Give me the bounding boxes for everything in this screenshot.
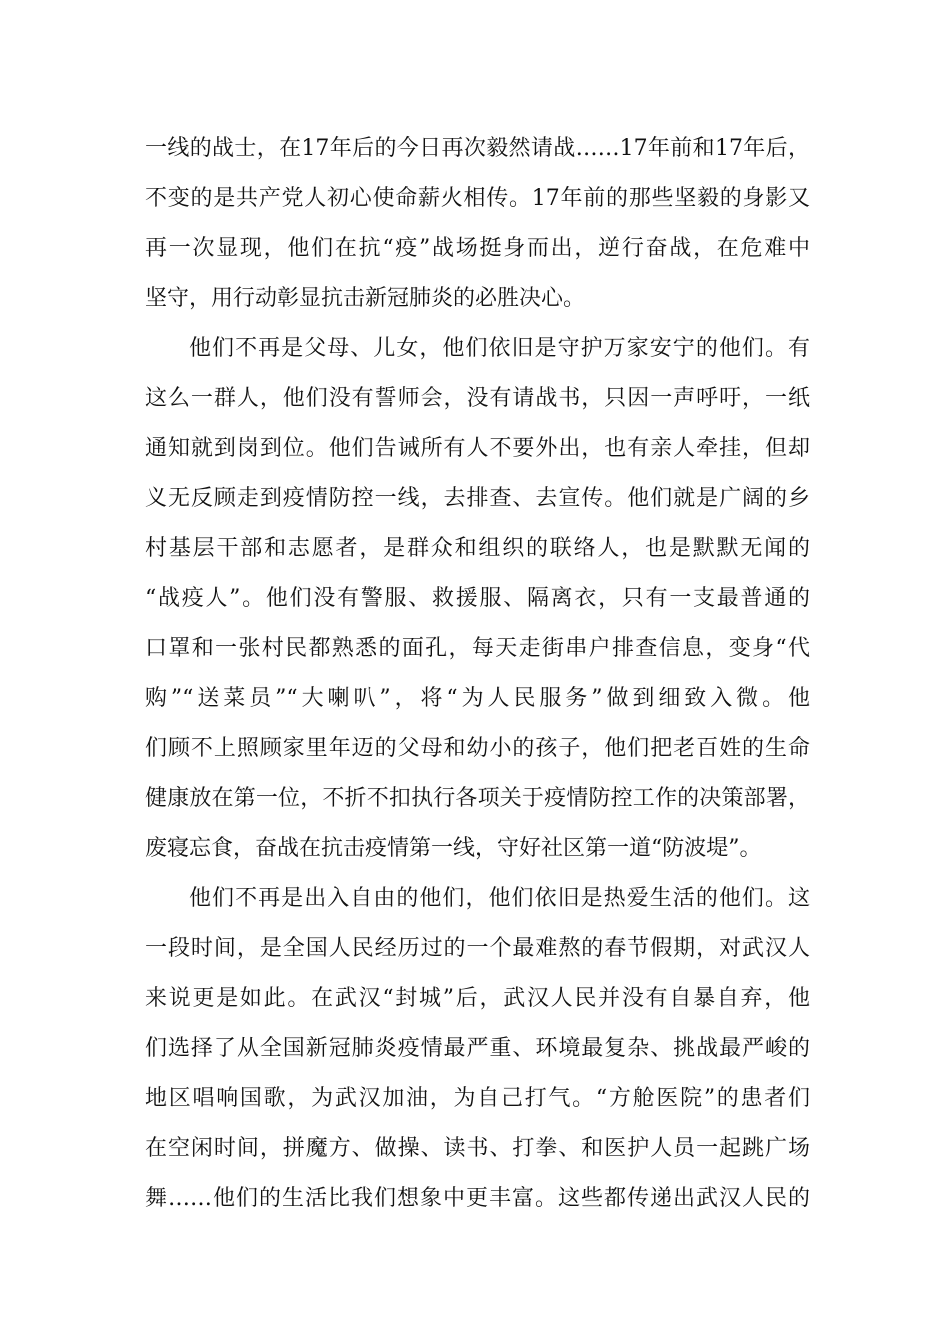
paragraph-line: 废寝忘食，奋战在抗击疫情第一线，守好社区第一道“防波堤”。 [145,836,762,861]
paragraph-line: 通知就到岗到位。他们告诫所有人不要外出，也有亲人牵挂，但却 [145,436,810,461]
paragraph-line: “战疫人”。他们没有警服、救援服、隔离衣，只有一支最普通的 [145,586,810,611]
paragraph-line: 一段时间，是全国人民经历过的一个最难熬的春节假期，对武汉人 [145,936,810,961]
paragraph-line: 们选择了从全国新冠肺炎疫情最严重、环境最复杂、挑战最严峻的 [145,1036,810,1061]
paragraph-line: 健康放在第一位，不折不扣执行各项关于疫情防控工作的决策部署， [145,786,810,811]
paragraph-line: 来说更是如此。在武汉“封城”后，武汉人民并没有自暴自弃，他 [145,986,810,1011]
paragraph-line: 他们不再是出入自由的他们，他们依旧是热爱生活的他们。这 [189,886,810,911]
paragraph-line: 义无反顾走到疫情防控一线，去排查、去宣传。他们就是广阔的乡 [145,486,810,511]
paragraph-line: 他们不再是父母、儿女，他们依旧是守护万家安宁的他们。有 [189,336,810,361]
paragraph-line: 在空闲时间，拼魔方、做操、读书、打拳、和医护人员一起跳广场 [145,1136,810,1161]
paragraph-line: 一线的战士，在17年后的今日再次毅然请战……17年前和17年后， [145,136,810,161]
paragraph-line: 舞……他们的生活比我们想象中更丰富。这些都传递出武汉人民的 [145,1186,810,1211]
paragraph-line: 口罩和一张村民都熟悉的面孔，每天走街串户排查信息，变身“代 [145,636,810,661]
paragraph-line: 地区唱响国歌，为武汉加油，为自己打气。“方舱医院”的患者们 [145,1086,810,1111]
paragraph-line: 村基层干部和志愿者，是群众和组织的联络人，也是默默无闻的 [145,536,810,561]
paragraph-line: 购”“送菜员”“大喇叭”，将“为人民服务”做到细致入微。他 [145,686,810,711]
document-body [145,124,810,1224]
paragraph-line: 们顾不上照顾家里年迈的父母和幼小的孩子，他们把老百姓的生命 [145,736,810,761]
paragraph-line: 这么一群人，他们没有誓师会，没有请战书，只因一声呼吁，一纸 [145,386,810,411]
paragraph-line: 再一次显现，他们在抗“疫”战场挺身而出，逆行奋战，在危难中 [145,236,810,261]
paragraph-line: 不变的是共产党人初心使命薪火相传。17年前的那些坚毅的身影又 [145,186,810,211]
paragraph-line: 坚守，用行动彰显抗击新冠肺炎的必胜决心。 [145,286,586,311]
